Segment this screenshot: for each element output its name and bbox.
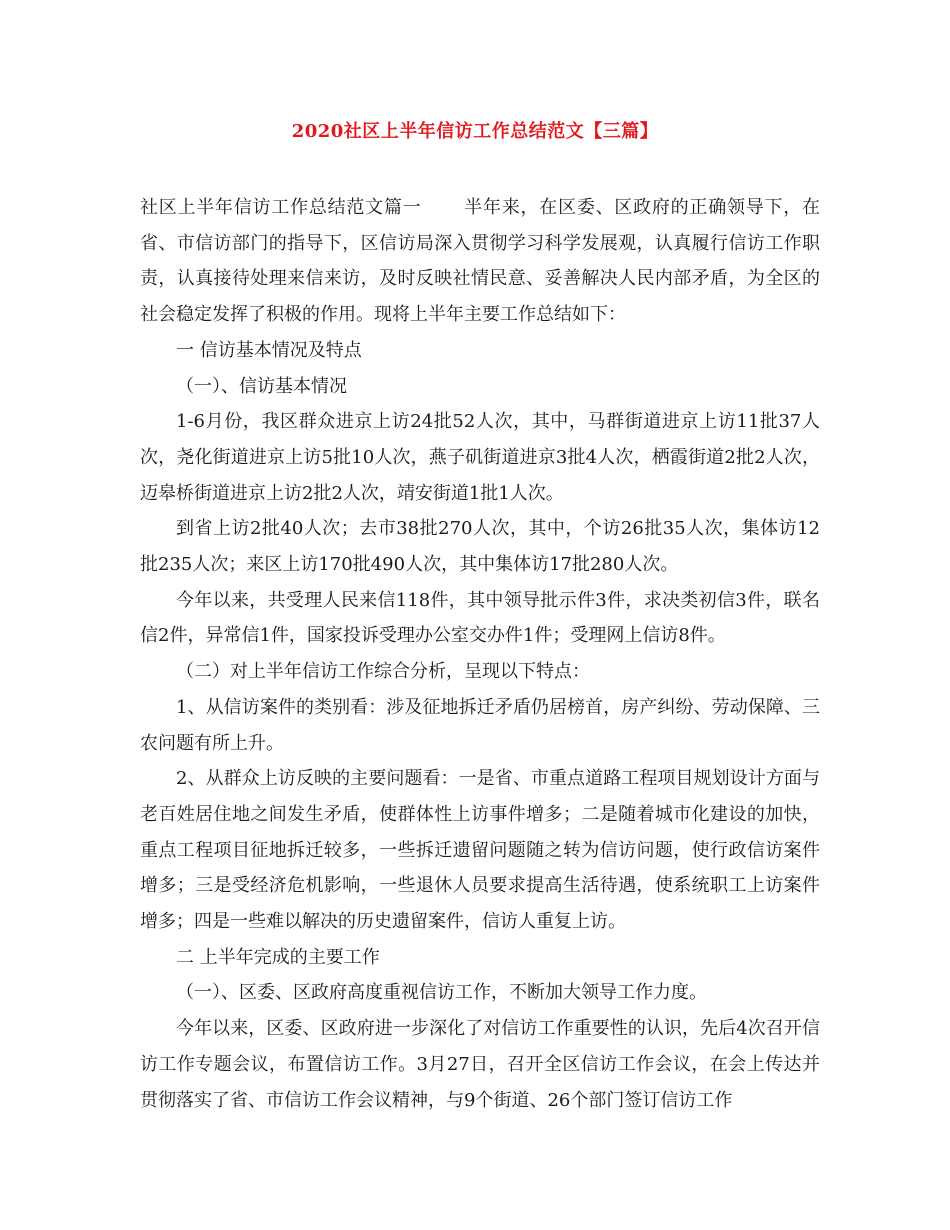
- intro-text: 半年来，在区委、区政府的正确领导下，在省、市信访部门的指导下，区信访局深入贯彻学习科学发展观，认真履行信访工作职责，认真接待处理来信来访，及时反映社情民意、妥善解决人民内部矛盾，为全区的社会稳定发挥了积极的作用。现将上半年主要工作总结如下：: [140, 197, 821, 326]
- analysis-point-1: 1、从信访案件的类别看：涉及征地拆迁矛盾仍居榜首，房产纠纷、劳动保障、三农问题有所上升。: [140, 696, 820, 754]
- subsection-heading-2-1: （一）、区委、区政府高度重视信访工作，不断加大领导工作力度。: [176, 982, 707, 1004]
- paragraph-letters: 今年以来，共受理人民来信118件，其中领导批示件3件，求决类初信3件，联名信2件，异常信1件，国家投诉受理办公室交办件1件；受理网上信访8件。: [140, 589, 820, 647]
- paragraph-leadership-meetings: 今年以来，区委、区政府进一步深化了对信访工作重要性的认识，先后4次召开信访工作专题会议，布置信访工作。3月27日，召开全区信访工作会议，在会上传达并贯彻落实了省、市信访工作会议精神，与9个街道、26个部门签订信访工作: [140, 1018, 820, 1111]
- subsection-heading-1-1: （一）、信访基本情况: [176, 375, 347, 397]
- paragraph-petition-visits: 1-6月份，我区群众进京上访24批52人次，其中，马群街道进京上访11批37人次，尧化街道进京上访5批10人次，燕子矶街道进京3批4人次，栖霞街道2批2人次，迈皋桥街道进京上访2批2人次，靖安街道1批1人次。: [140, 411, 820, 504]
- document-title: 2020社区上半年信访工作总结范文【三篇】: [291, 121, 659, 142]
- paragraph-province-city-visits: 到省上访2批40人次；去市38批270人次，其中，个访26批35人次，集体访12批235人次；来区上访170批490人次，其中集体访17批280人次。: [140, 518, 820, 576]
- section-heading-2: 二 上半年完成的主要工作: [176, 946, 380, 968]
- subsection-heading-1-2: （二）对上半年信访工作综合分析，呈现以下特点：: [176, 661, 590, 683]
- document-body: [140, 190, 820, 1118]
- section-heading-1: 一 信访基本情况及特点: [176, 339, 362, 361]
- analysis-point-2: 2、从群众上访反映的主要问题看：一是省、市重点道路工程项目规划设计方面与老百姓居住地之间发生矛盾，使群体性上访事件增多；二是随着城市化建设的加快，重点工程项目征地拆迁较多，一些拆迁遗留问题随之转为信访问题，使行政信访案件增多；三是受经济危机影响，一些退休人员要求提高生活待遇，使系统职工上访案件增多；四是一些难以解决的历史遗留案件，信访人重复上访。: [140, 768, 820, 933]
- intro-paragraph: [140, 190, 820, 333]
- intro-heading: 社区上半年信访工作总结范文篇一: [140, 197, 422, 218]
